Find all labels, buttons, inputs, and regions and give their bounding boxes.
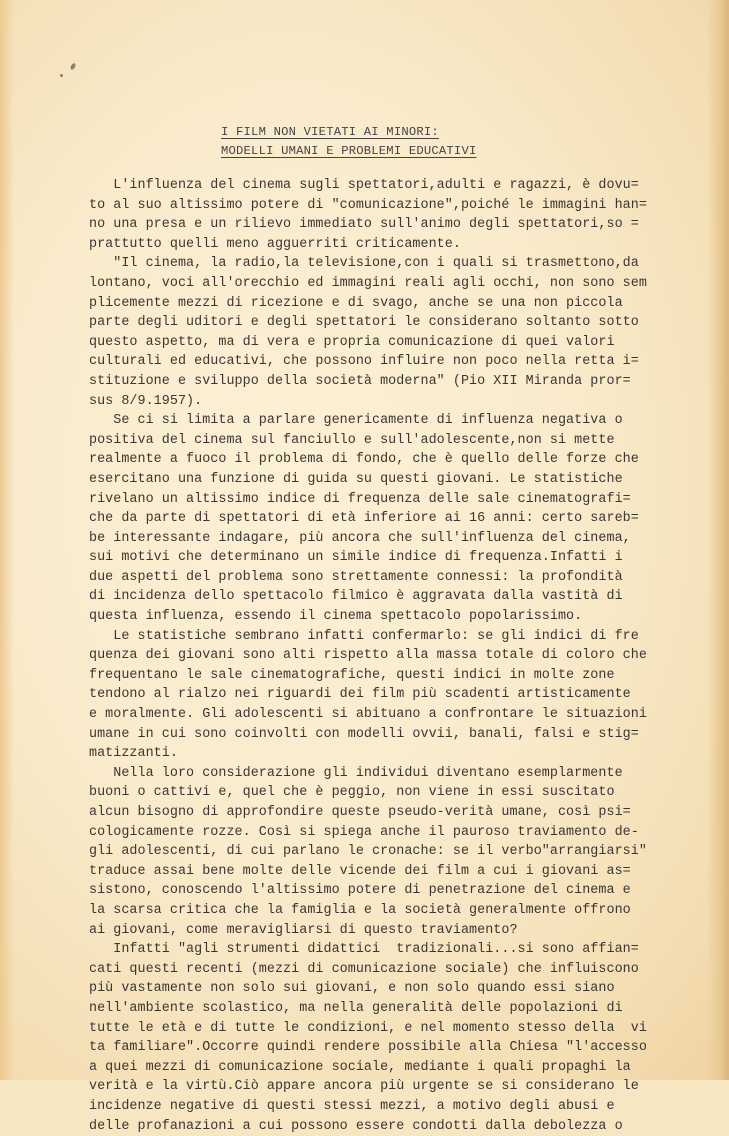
text-line: sus 8/9.1957). xyxy=(89,392,709,412)
text-line: rivelano un altissimo indice di frequenza delle sale cinematografi= xyxy=(89,490,709,510)
text-line: Le statistiche sembrano infatti confermarlo: se gli indici di fre xyxy=(89,627,709,647)
text-line: cologicamente rozze. Così si spiega anche il pauroso traviamento de- xyxy=(89,823,709,843)
text-line: sui motivi che determinano un simile indice di frequenza.Infatti i xyxy=(89,548,709,568)
text-line: e moralmente. Gli adolescenti si abituano a confrontare le situazioni xyxy=(89,705,709,725)
text-line: ai giovani, come meravigliarsi di questo traviamento? xyxy=(89,921,709,941)
text-line: esercitano una funzione di guida su questi giovani. Le statistiche xyxy=(89,470,709,490)
text-line: questo aspetto, ma di vera e propria comunicazione di quei valori xyxy=(89,333,709,353)
text-line: incidenze negative di questi stessi mezzi, a motivo degli abusi e xyxy=(89,1097,709,1117)
text-line: frequentano le sale cinematografiche, questi indici in molte zone xyxy=(89,666,709,686)
text-line: cati questi recenti (mezzi di comunicazione sociale) che influiscono xyxy=(89,960,709,980)
text-line: ta familiare".Occorre quindi rendere possibile alla Chiesa "l'accesso xyxy=(89,1038,709,1058)
text-line: lontano, voci all'orecchio ed immagini reali agli occhi, non sono sem xyxy=(89,274,709,294)
text-line: stituzione e sviluppo della società moderna" (Pio XII Miranda pror= xyxy=(89,372,709,392)
text-line: "Il cinema, la radio,la televisione,con i quali si trasmettono,da xyxy=(89,254,709,274)
text-line: Se ci si limita a parlare genericamente di influenza negativa o xyxy=(89,411,709,431)
text-line: plicemente mezzi di ricezione e di svago, anche se una non piccola xyxy=(89,294,709,314)
text-line: la scarsa critica che la famiglia e la società generalmente offrono xyxy=(89,901,709,921)
text-line: tutte le età e di tutte le condizioni, e nel momento stesso della vi xyxy=(89,1019,709,1039)
text-line: positiva del cinema sul fanciullo e sull'adolescente,non si mette xyxy=(89,431,709,451)
document-body xyxy=(89,176,709,1136)
text-line: traduce assai bene molte delle vicende dei film a cui i giovani as= xyxy=(89,862,709,882)
text-line: be interessante indagare, più ancora che sull'influenza del cinema, xyxy=(89,529,709,549)
text-line: matizzanti. xyxy=(89,744,709,764)
text-line: due aspetti del problema sono strettamente connessi: la profondità xyxy=(89,568,709,588)
text-line: prattutto quelli meno agguerriti criticamente. xyxy=(89,235,709,255)
text-line: to al suo altissimo potere di "comunicazione",poiché le immagini han= xyxy=(89,196,709,216)
text-line: verità e la virtù.Ciò appare ancora più urgente se si considerano le xyxy=(89,1077,709,1097)
text-line: buoni o cattivi e, quel che è peggio, non viene in essi suscitato xyxy=(89,783,709,803)
text-line: più vastamente non solo sui giovani, e non solo quando essi siano xyxy=(89,979,709,999)
text-line: quenza dei giovani sono alti rispetto alla massa totale di coloro che xyxy=(89,646,709,666)
text-line: L'influenza del cinema sugli spettatori,adulti e ragazzi, è dovu= xyxy=(89,176,709,196)
text-line: culturali ed educativi, che possono influire non poco nella retta i= xyxy=(89,352,709,372)
text-line: questa influenza, essendo il cinema spettacolo popolarissimo. xyxy=(89,607,709,627)
text-line: di incidenza dello spettacolo filmico è aggravata dalla vastità di xyxy=(89,587,709,607)
page-right-edge xyxy=(707,0,729,1080)
title-line-1: I FILM NON VIETATI AI MINORI: xyxy=(221,123,476,142)
text-line: alcun bisogno di approfondire queste pseudo-verità umane, così psi= xyxy=(89,803,709,823)
text-line: gli adolescenti, di cui parlano le cronache: se il verbo"arrangiarsi" xyxy=(89,842,709,862)
text-line: no una presa e un rilievo immediato sull'animo degli spettatori,so = xyxy=(89,215,709,235)
text-line: a quei mezzi di comunicazione sociale, mediante i quali propaghi la xyxy=(89,1058,709,1078)
page-left-edge xyxy=(0,0,14,1080)
ink-speck xyxy=(70,62,77,70)
document-title xyxy=(221,123,476,161)
text-line: realmente a fuoco il problema di fondo, che è quello delle forze che xyxy=(89,450,709,470)
text-line: che da parte di spettatori di età inferiore ai 16 anni: certo sareb= xyxy=(89,509,709,529)
text-line: Nella loro considerazione gli individui diventano esemplarmente xyxy=(89,764,709,784)
text-line: sistono, conoscendo l'altissimo potere di penetrazione del cinema e xyxy=(89,881,709,901)
text-line: nell'ambiente scolastico, ma nella generalità delle popolazioni di xyxy=(89,999,709,1019)
title-line-2: MODELLI UMANI E PROBLEMI EDUCATIVI xyxy=(221,142,476,161)
text-line: delle profanazioni a cui possono essere condotti dalla debolezza o xyxy=(89,1117,709,1136)
text-line: umane in cui sono coinvolti con modelli ovvii, banali, falsi e stig= xyxy=(89,725,709,745)
text-line: tendono al rialzo nei riguardi dei film più scadenti artisticamente xyxy=(89,685,709,705)
text-line: parte degli uditori e degli spettatori le considerano soltanto sotto xyxy=(89,313,709,333)
ink-speck xyxy=(60,74,63,77)
text-line: Infatti "agli strumenti didattici tradizionali...si sono affian= xyxy=(89,940,709,960)
